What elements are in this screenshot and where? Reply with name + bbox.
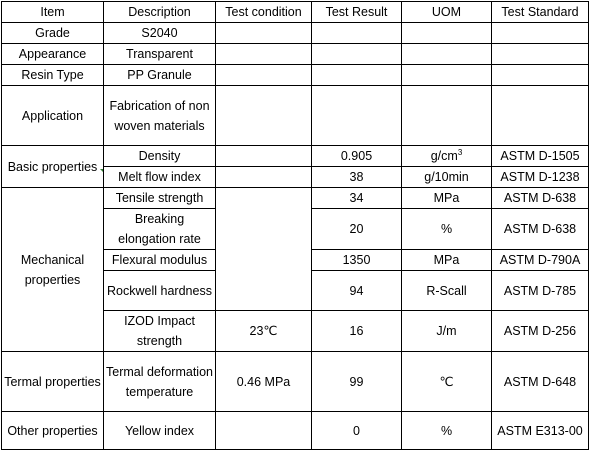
empty-cell — [492, 23, 589, 44]
application-item: Application — [2, 86, 104, 146]
empty-cell — [402, 86, 492, 146]
empty-cell — [312, 86, 402, 146]
spec-table — [1, 1, 589, 450]
hdt-description: Termal deformation temperature — [104, 352, 216, 412]
empty-cell — [216, 412, 312, 450]
empty-cell — [402, 23, 492, 44]
comment-marker-icon — [100, 169, 104, 173]
yellow-index-uom: % — [402, 412, 492, 450]
density-uom-base: g/cm — [430, 149, 458, 163]
density-description: Density — [104, 146, 216, 167]
header-test-condition: Test condition — [216, 2, 312, 23]
other-properties-item: Other properties — [2, 412, 104, 450]
empty-cell — [216, 44, 312, 65]
elongation-standard: ASTM D-638 — [492, 209, 589, 250]
resin-type-description: PP Granule — [104, 65, 216, 86]
basic-properties-item — [2, 146, 104, 188]
hdt-uom: ℃ — [402, 352, 492, 412]
mechanical-properties-item: Mechanical properties — [2, 188, 104, 352]
density-uom-exponent: 3 — [457, 147, 463, 157]
empty-cell — [312, 23, 402, 44]
empty-cell — [312, 44, 402, 65]
mfi-result: 38 — [312, 167, 402, 188]
tensile-result: 34 — [312, 188, 402, 209]
row-density — [2, 146, 589, 167]
application-description: Fabrication of non woven materials — [104, 86, 216, 146]
row-application — [2, 86, 589, 146]
empty-cell — [402, 65, 492, 86]
density-uom — [402, 146, 492, 167]
empty-cell — [492, 86, 589, 146]
row-tensile — [2, 188, 589, 209]
elongation-description: Breaking elongation rate — [104, 209, 216, 250]
tensile-uom: MPa — [402, 188, 492, 209]
header-test-standard: Test Standard — [492, 2, 589, 23]
izod-standard: ASTM D-256 — [492, 311, 589, 352]
rockwell-uom: R-Scall — [402, 271, 492, 311]
flexural-description: Flexural modulus — [104, 250, 216, 271]
empty-cell — [216, 86, 312, 146]
yellow-index-result: 0 — [312, 412, 402, 450]
empty-cell — [216, 167, 312, 188]
appearance-item: Appearance — [2, 44, 104, 65]
header-row — [2, 2, 589, 23]
empty-cell — [492, 65, 589, 86]
mfi-uom: g/10min — [402, 167, 492, 188]
izod-condition: 23℃ — [216, 311, 312, 352]
tensile-description: Tensile strength — [104, 188, 216, 209]
izod-result: 16 — [312, 311, 402, 352]
row-other — [2, 412, 589, 450]
row-thermal — [2, 352, 589, 412]
header-test-result: Test Result — [312, 2, 402, 23]
izod-uom: J/m — [402, 311, 492, 352]
thermal-properties-item: Termal properties — [2, 352, 104, 412]
elongation-result: 20 — [312, 209, 402, 250]
basic-properties-label: Basic properties — [7, 159, 98, 174]
header-uom: UOM — [402, 2, 492, 23]
row-resin-type — [2, 65, 589, 86]
grade-item: Grade — [2, 23, 104, 44]
yellow-index-standard: ASTM E313-00 — [492, 412, 589, 450]
flexural-uom: MPa — [402, 250, 492, 271]
rockwell-description: Rockwell hardness — [104, 271, 216, 311]
mfi-standard: ASTM D-1238 — [492, 167, 589, 188]
hdt-condition: 0.46 MPa — [216, 352, 312, 412]
rockwell-standard: ASTM D-785 — [492, 271, 589, 311]
appearance-description: Transparent — [104, 44, 216, 65]
row-appearance — [2, 44, 589, 65]
density-result: 0.905 — [312, 146, 402, 167]
mfi-description: Melt flow index — [104, 167, 216, 188]
flexural-standard: ASTM D-790A — [492, 250, 589, 271]
flexural-result: 1350 — [312, 250, 402, 271]
empty-cell — [402, 44, 492, 65]
hdt-standard: ASTM D-648 — [492, 352, 589, 412]
tensile-standard: ASTM D-638 — [492, 188, 589, 209]
izod-description: IZOD Impact strength — [104, 311, 216, 352]
hdt-result: 99 — [312, 352, 402, 412]
density-standard: ASTM D-1505 — [492, 146, 589, 167]
header-description: Description — [104, 2, 216, 23]
empty-cell — [216, 65, 312, 86]
empty-cell — [312, 65, 402, 86]
empty-cell — [216, 23, 312, 44]
empty-cell — [216, 146, 312, 167]
header-item: Item — [2, 2, 104, 23]
grade-description: S2040 — [104, 23, 216, 44]
row-grade — [2, 23, 589, 44]
rockwell-result: 94 — [312, 271, 402, 311]
empty-cell — [492, 44, 589, 65]
empty-cell — [216, 188, 312, 311]
resin-type-item: Resin Type — [2, 65, 104, 86]
yellow-index-description: Yellow index — [104, 412, 216, 450]
elongation-uom: % — [402, 209, 492, 250]
